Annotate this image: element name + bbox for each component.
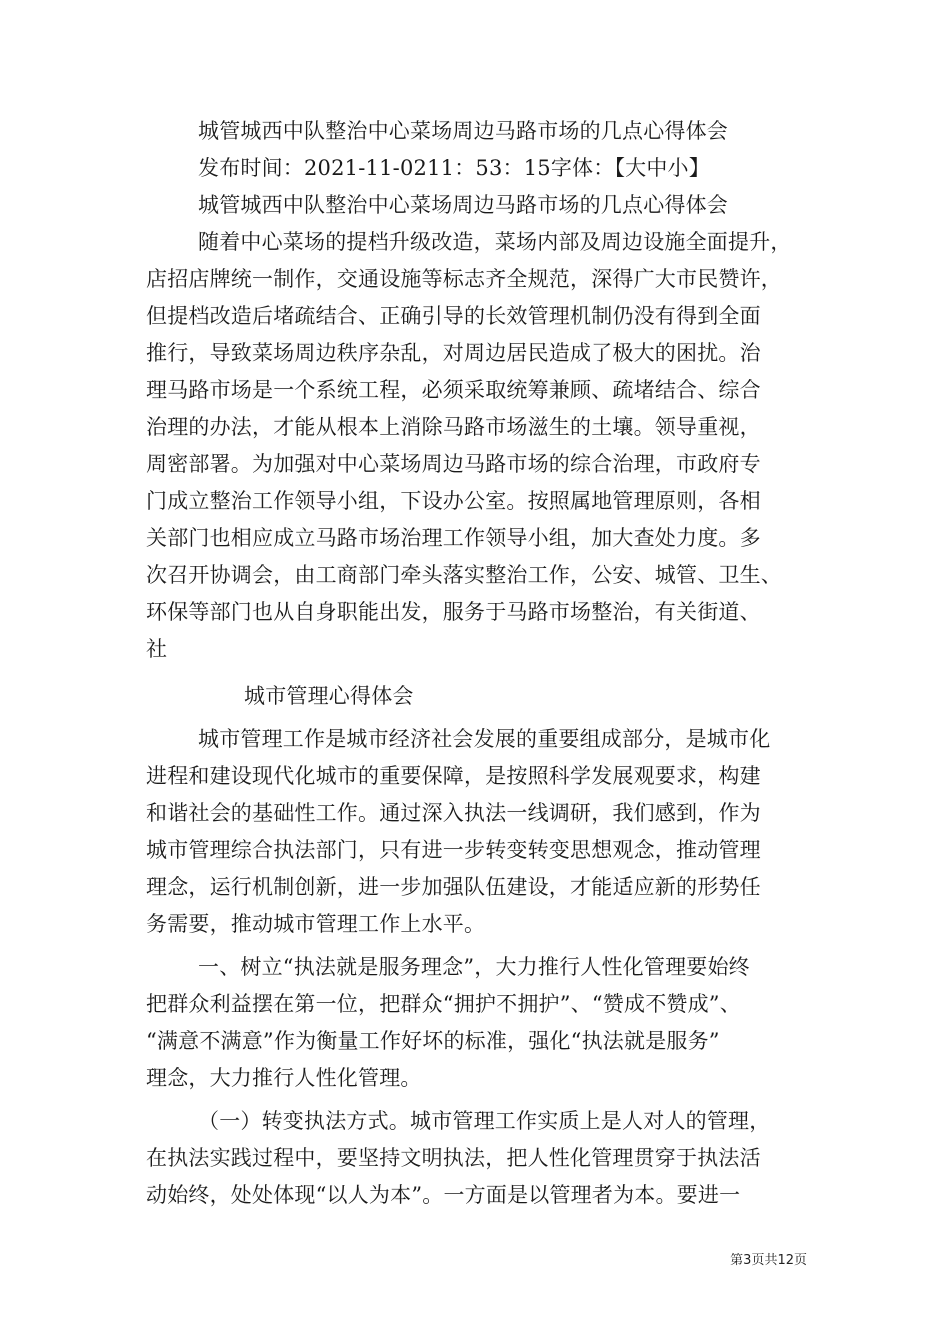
text-line: 次召开协调会，由工商部门牵头落实整治工作，公安、城管、卫生、 [146,563,782,587]
text-line: 城市管理综合执法部门，只有进一步转变转变思想观念，推动管理 [146,838,761,862]
paragraph-1 [146,224,811,668]
text-line: 把群众利益摆在第一位，把群众“拥护不拥护”、“赞成不赞成”、 [146,992,741,1016]
page-number: 第3页共12页 [730,1253,807,1268]
text-line: 推行，导致菜场周边秩序杂乱，对周边居民造成了极大的困扰。治 [146,341,761,365]
text-line: （一）转变执法方式。城市管理工作实质上是人对人的管理， [198,1109,771,1133]
text-line: 店招店牌统一制作，交通设施等标志齐全规范，深得广大市民赞许， [146,267,782,291]
paragraph-4 [146,1103,811,1214]
text-line: 理念，大力推行人性化管理。 [146,1066,422,1090]
text-line: 环保等部门也从自身职能出发，服务于马路市场整治，有关街道、 [146,600,761,624]
text-line: 门成立整治工作领导小组，下设办公室。按照属地管理原则，各相 [146,489,761,513]
text-line: 务需要，推动城市管理工作上水平。 [146,912,486,936]
section-heading: 城市管理心得体会 [244,684,414,708]
text-line: 社 [146,637,168,661]
document-title: 城管城西中队整治中心菜场周边马路市场的几点心得体会 [198,119,728,143]
text-line: 关部门也相应成立马路市场治理工作领导小组，加大查处力度。多 [146,526,761,550]
text-line: 随着中心菜场的提档升级改造，菜场内部及周边设施全面提升， [198,230,792,254]
text-line: 治理的办法，才能从根本上消除马路市场滋生的土壤。领导重视， [146,415,761,439]
paragraph-2 [146,721,811,943]
text-line: 理念，运行机制创新，进一步加强队伍建设，才能适应新的形势任 [146,875,761,899]
document-body [146,113,811,1214]
text-line: 但提档改造后堵疏结合、正确引导的长效管理机制仍没有得到全面 [146,304,761,328]
publish-meta: 发布时间：2021-11-0211：53：15字体：【大中小】 [198,156,710,180]
text-line: 和谐社会的基础性工作。通过深入执法一线调研，我们感到，作为 [146,801,761,825]
text-line: 理马路市场是一个系统工程，必须采取统筹兼顾、疏堵结合、综合 [146,378,761,402]
text-line: 周密部署。为加强对中心菜场周边马路市场的综合治理，市政府专 [146,452,761,476]
article-subtitle: 城管城西中队整治中心菜场周边马路市场的几点心得体会 [198,193,728,217]
text-line: 城市管理工作是城市经济社会发展的重要组成部分，是城市化 [198,727,771,751]
text-line: 一、树立“执法就是服务理念”，大力推行人性化管理要始终 [198,955,750,979]
paragraph-3 [146,949,811,1097]
text-line: 动始终，处处体现“以人为本”。一方面是以管理者为本。要进一 [146,1183,741,1207]
text-line: “满意不满意”作为衡量工作好坏的标准，强化“执法就是服务” [146,1029,720,1053]
text-line: 进程和建设现代化城市的重要保障，是按照科学发展观要求，构建 [146,764,761,788]
text-line: 在执法实践过程中，要坚持文明执法，把人性化管理贯穿于执法活 [146,1146,761,1170]
